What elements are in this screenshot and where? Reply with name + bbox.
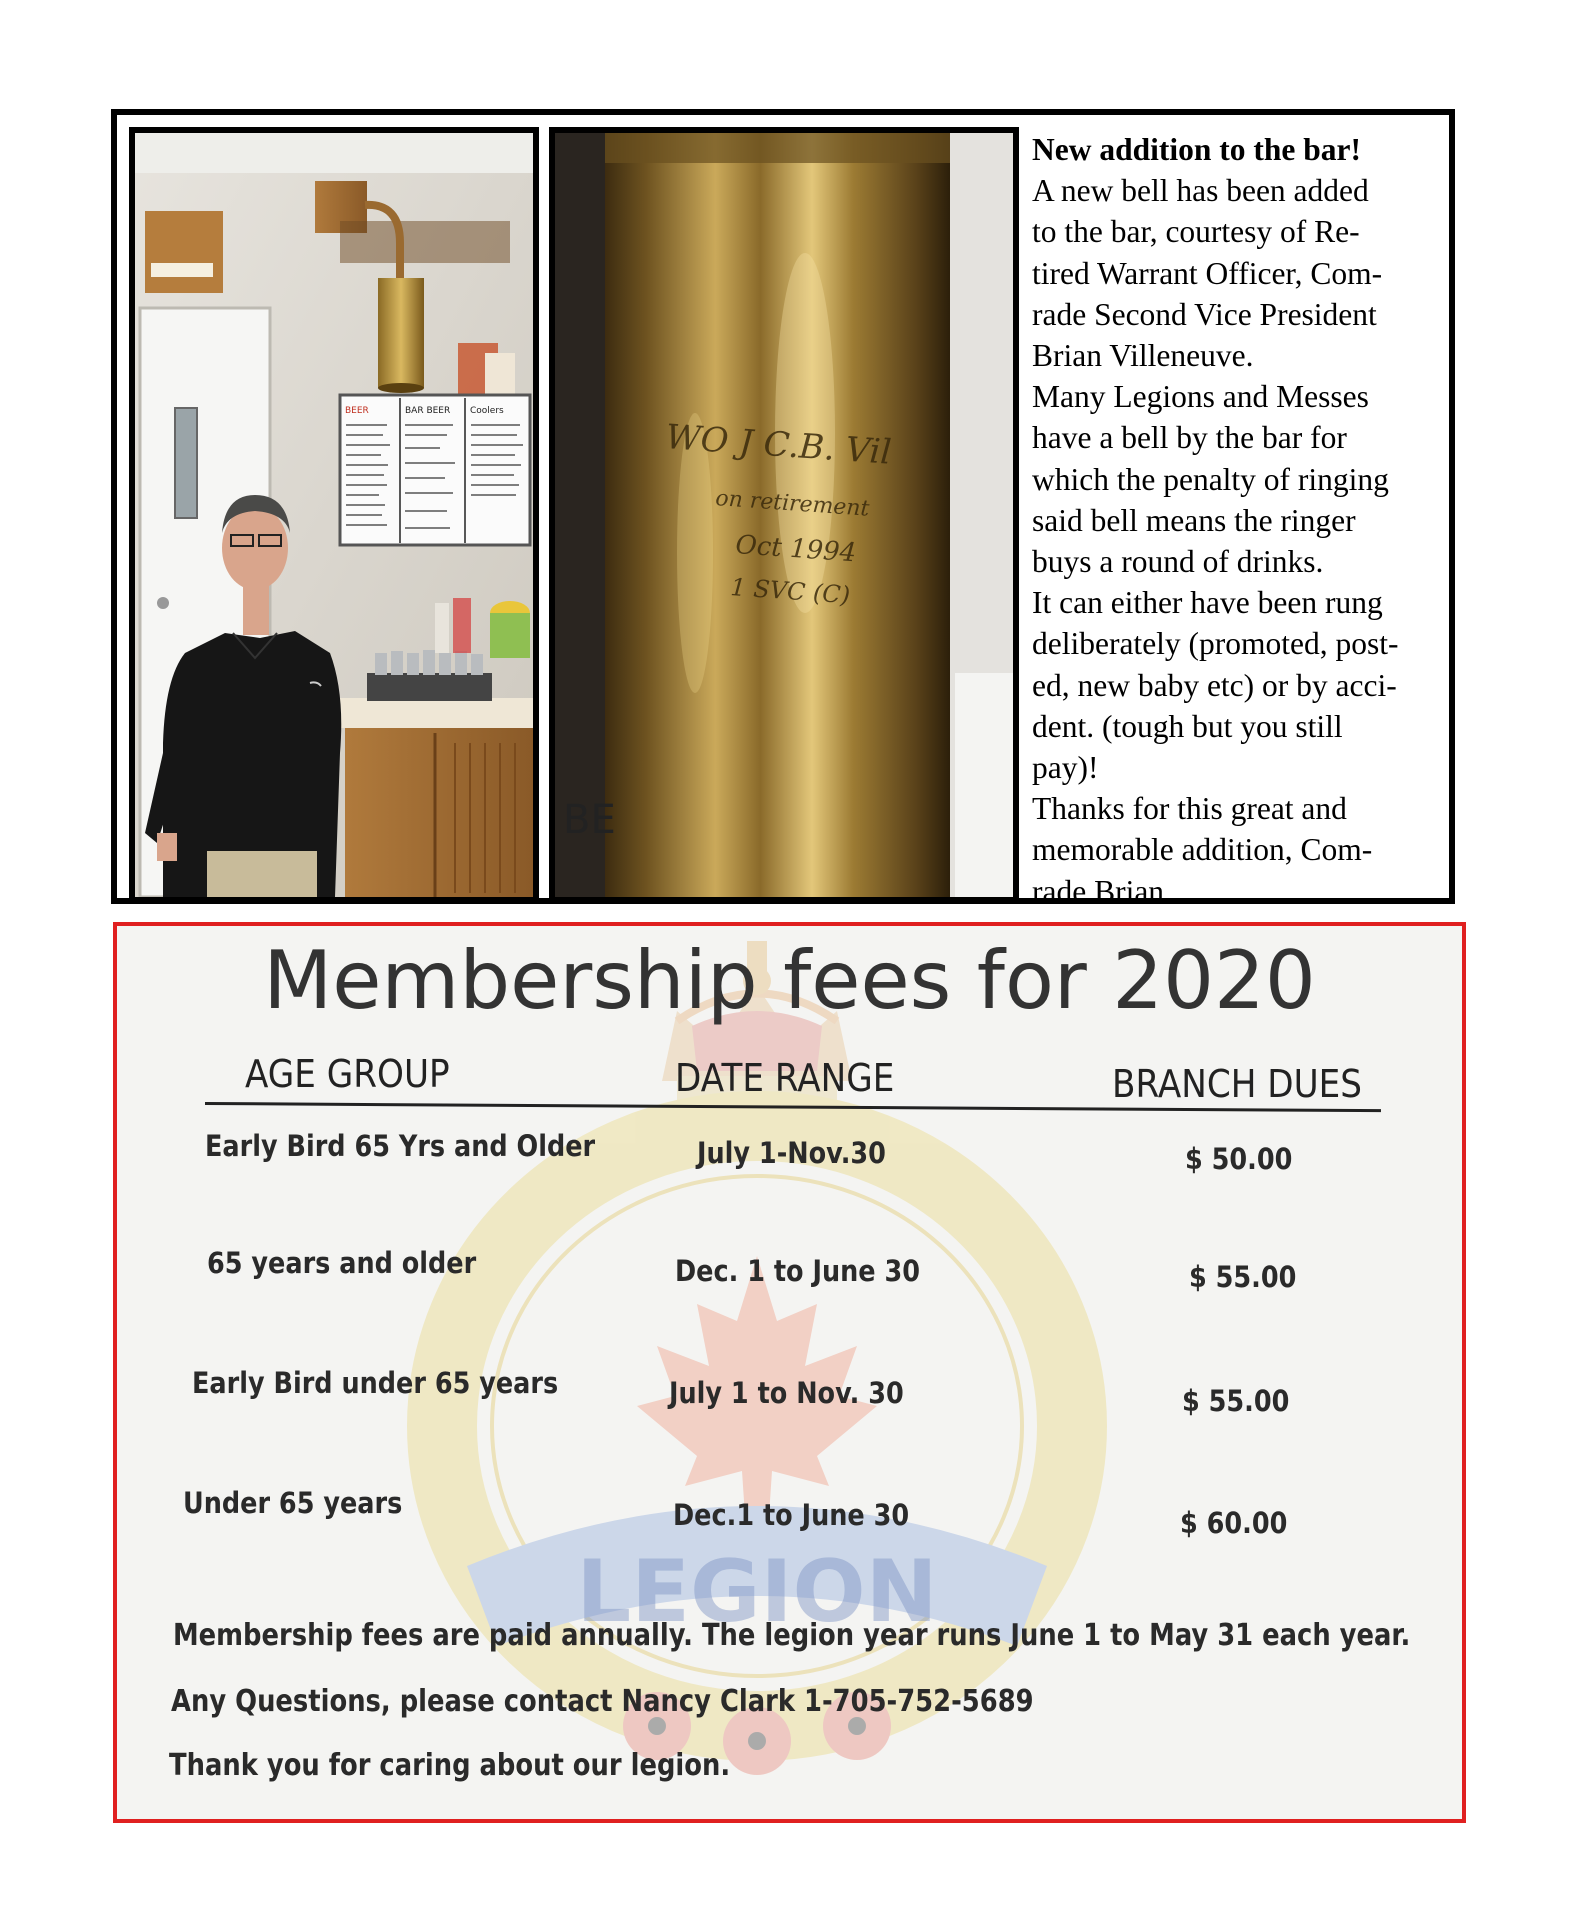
row-date-range: Dec. 1 to June 30: [675, 1254, 920, 1288]
article-line: memorable addition, Com-: [1032, 832, 1373, 868]
column-header-age-group: AGE GROUP: [245, 1052, 450, 1096]
article-headline: New addition to the bar!: [1032, 132, 1361, 167]
article-line: dent. (tough but you still: [1032, 708, 1343, 744]
engraving-line-4: 1 SVC (C): [729, 573, 852, 610]
article-line: Thanks for this great and: [1032, 791, 1347, 827]
row-date-range: July 1-Nov.30: [697, 1136, 886, 1170]
photo-engraved-bell-illustration: [555, 133, 1013, 897]
board-header-bar-beer: BAR BEER: [405, 406, 451, 416]
note-annual-fees: Membership fees are paid annually. The legion year runs June 1 to May 31 each year.: [173, 1618, 1411, 1653]
bar-bell-article-box: [111, 109, 1455, 909]
article-line: pay)!: [1032, 750, 1099, 786]
row-age-group: 65 years and older: [207, 1246, 477, 1280]
article-line: rade Second Vice President: [1032, 296, 1377, 332]
row-branch-dues: $ 60.00: [1180, 1506, 1288, 1540]
article-line: which the penalty of ringing: [1032, 461, 1389, 497]
row-age-group: Early Bird under 65 years: [192, 1366, 559, 1400]
row-date-range: July 1 to Nov. 30: [669, 1376, 904, 1410]
article-line: Brian Villeneuve.: [1032, 338, 1254, 374]
board-header-beer: BEER: [345, 406, 369, 416]
photo-engraved-bell: [549, 127, 1019, 903]
board-letters-be: BE: [563, 797, 616, 843]
row-age-group: Under 65 years: [183, 1486, 403, 1520]
article-line: have a bell by the bar for: [1032, 420, 1347, 456]
board-header-coolers: Coolers: [470, 406, 504, 416]
engraving-line-2: on retirement: [714, 486, 871, 522]
bar-bell-article: [1032, 129, 1452, 909]
row-branch-dues: $ 55.00: [1189, 1260, 1297, 1294]
photo-man-with-bell: [129, 127, 539, 903]
article-line: said bell means the ringer: [1032, 502, 1356, 538]
article-line: It can either have been rung: [1032, 585, 1383, 621]
article-line: tired Warrant Officer, Com-: [1032, 255, 1383, 291]
note-contact: Any Questions, please contact Nancy Clark 1-705-752-5689: [171, 1684, 1034, 1719]
row-branch-dues: $ 50.00: [1185, 1142, 1293, 1176]
note-thank-you: Thank you for caring about our legion.: [169, 1748, 731, 1783]
photo-man-with-bell-illustration: [135, 133, 533, 897]
article-line: Many Legions and Messes: [1032, 379, 1369, 415]
article-line: to the bar, courtesy of Re-: [1032, 214, 1360, 250]
article-line: A new bell has been added: [1032, 173, 1369, 209]
article-line: ed, new baby etc) or by acci-: [1032, 667, 1397, 703]
membership-fees-box: [113, 922, 1466, 1823]
row-date-range: Dec.1 to June 30: [673, 1498, 910, 1532]
article-line: rade Brian.: [1032, 873, 1172, 909]
article-line: buys a round of drinks.: [1032, 544, 1324, 580]
column-header-branch-dues: BRANCH DUES: [1112, 1062, 1362, 1106]
row-branch-dues: $ 55.00: [1182, 1384, 1290, 1418]
column-header-date-range: DATE RANGE: [675, 1056, 895, 1100]
row-age-group: Early Bird 65 Yrs and Older: [205, 1129, 596, 1163]
engraving-line-3: Oct 1994: [734, 530, 858, 569]
article-line: deliberately (promoted, post-: [1032, 626, 1399, 662]
watermark-legion-text: LEGION: [576, 1542, 938, 1642]
page-title: Membership fees for 2020: [263, 934, 1316, 1027]
engraving-line-1: WO J C.B. Vil: [664, 417, 893, 473]
